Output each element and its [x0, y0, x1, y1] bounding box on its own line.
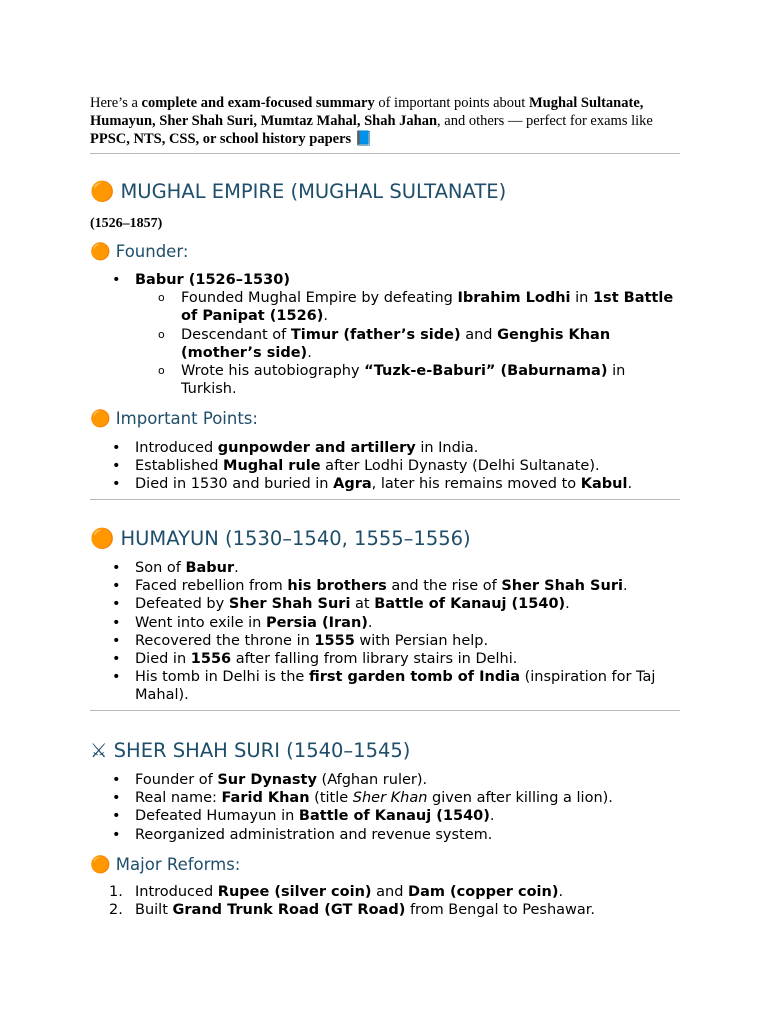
sub-list-item: o Founded Mughal Empire by defeating Ibrahim Lodhi in 1st Battle of Panipat (1526).: [158, 290, 674, 325]
founder-list: [90, 271, 680, 398]
list-item: • Son of Babur.: [112, 560, 239, 576]
list-item: 1. Introduced Rupee (silver coin) and Dam (copper coin).: [109, 884, 564, 900]
subheading-important-points: 🟠 Important Points:: [90, 409, 258, 428]
sub-list-item: o Wrote his autobiography “Tuzk-e-Baburi” (Baburnama) in Turkish.: [158, 363, 626, 398]
list-item: • Died in 1556 after falling from library stairs in Delhi.: [112, 651, 518, 668]
list-item: • Real name: Farid Khan (title Sher Khan given after killing a lion).: [112, 790, 613, 807]
intro-paragraph: Here’s a complete and exam-focused summary of important points about Mughal Sultanate, Humayun, Sher Shah Suri, Mumtaz Mahal, Shah Jahan, and others — perfect for exams like PPSC, NTS, CSS, or school history papers 📘: [90, 95, 653, 147]
section-heading-humayun: 🟠 HUMAYUN (1530–1540, 1555–1556): [90, 527, 471, 550]
list-item: • Babur (1526–1530): [112, 272, 290, 288]
list-item: • Defeated by Sher Shah Suri at Battle of Kanauj (1540).: [112, 596, 570, 613]
mughal-dates: (1526–1857): [90, 216, 163, 231]
list-item: • Went into exile in Persia (Iran).: [112, 614, 373, 631]
list-item: • Died in 1530 and buried in Agra, later his remains moved to Kabul.: [112, 476, 633, 493]
section-heading-sher-shah-suri: ⚔ SHER SHAH SURI (1540–1545): [90, 739, 411, 762]
subheading-founder: 🟠 Founder:: [90, 242, 189, 261]
section-heading-mughal: 🟠 MUGHAL EMPIRE (MUGHAL SULTANATE): [90, 180, 507, 203]
list-item: 2. Built Grand Trunk Road (GT Road) from Bengal to Peshawar.: [109, 902, 596, 919]
list-item: • Introduced gunpowder and artillery in India.: [112, 440, 479, 456]
important-points-list: [90, 439, 680, 494]
sher-shah-list: [90, 771, 680, 844]
list-item: • Faced rebellion from his brothers and the rise of Sher Shah Suri.: [112, 578, 628, 595]
divider: [90, 153, 680, 154]
list-item: • Defeated Humayun in Battle of Kanauj (1540).: [112, 808, 495, 825]
reforms-list: [90, 883, 680, 919]
list-item: • Reorganized administration and revenue system.: [112, 826, 493, 843]
subheading-major-reforms: 🟠 Major Reforms:: [90, 855, 241, 874]
list-item: • Founder of Sur Dynasty (Afghan ruler).: [112, 772, 428, 788]
divider: [90, 710, 680, 711]
divider: [90, 499, 680, 500]
list-item: • Established Mughal rule after Lodhi Dynasty (Delhi Sultanate).: [112, 458, 600, 475]
list-item: • Recovered the throne in 1555 with Persian help.: [112, 632, 489, 649]
list-item: • His tomb in Delhi is the first garden tomb of India (inspiration for Taj Mahal).: [112, 669, 656, 704]
humayun-list: [90, 559, 680, 705]
sub-list-item: o Descendant of Timur (father’s side) and Genghis Khan (mother’s side).: [158, 326, 611, 361]
